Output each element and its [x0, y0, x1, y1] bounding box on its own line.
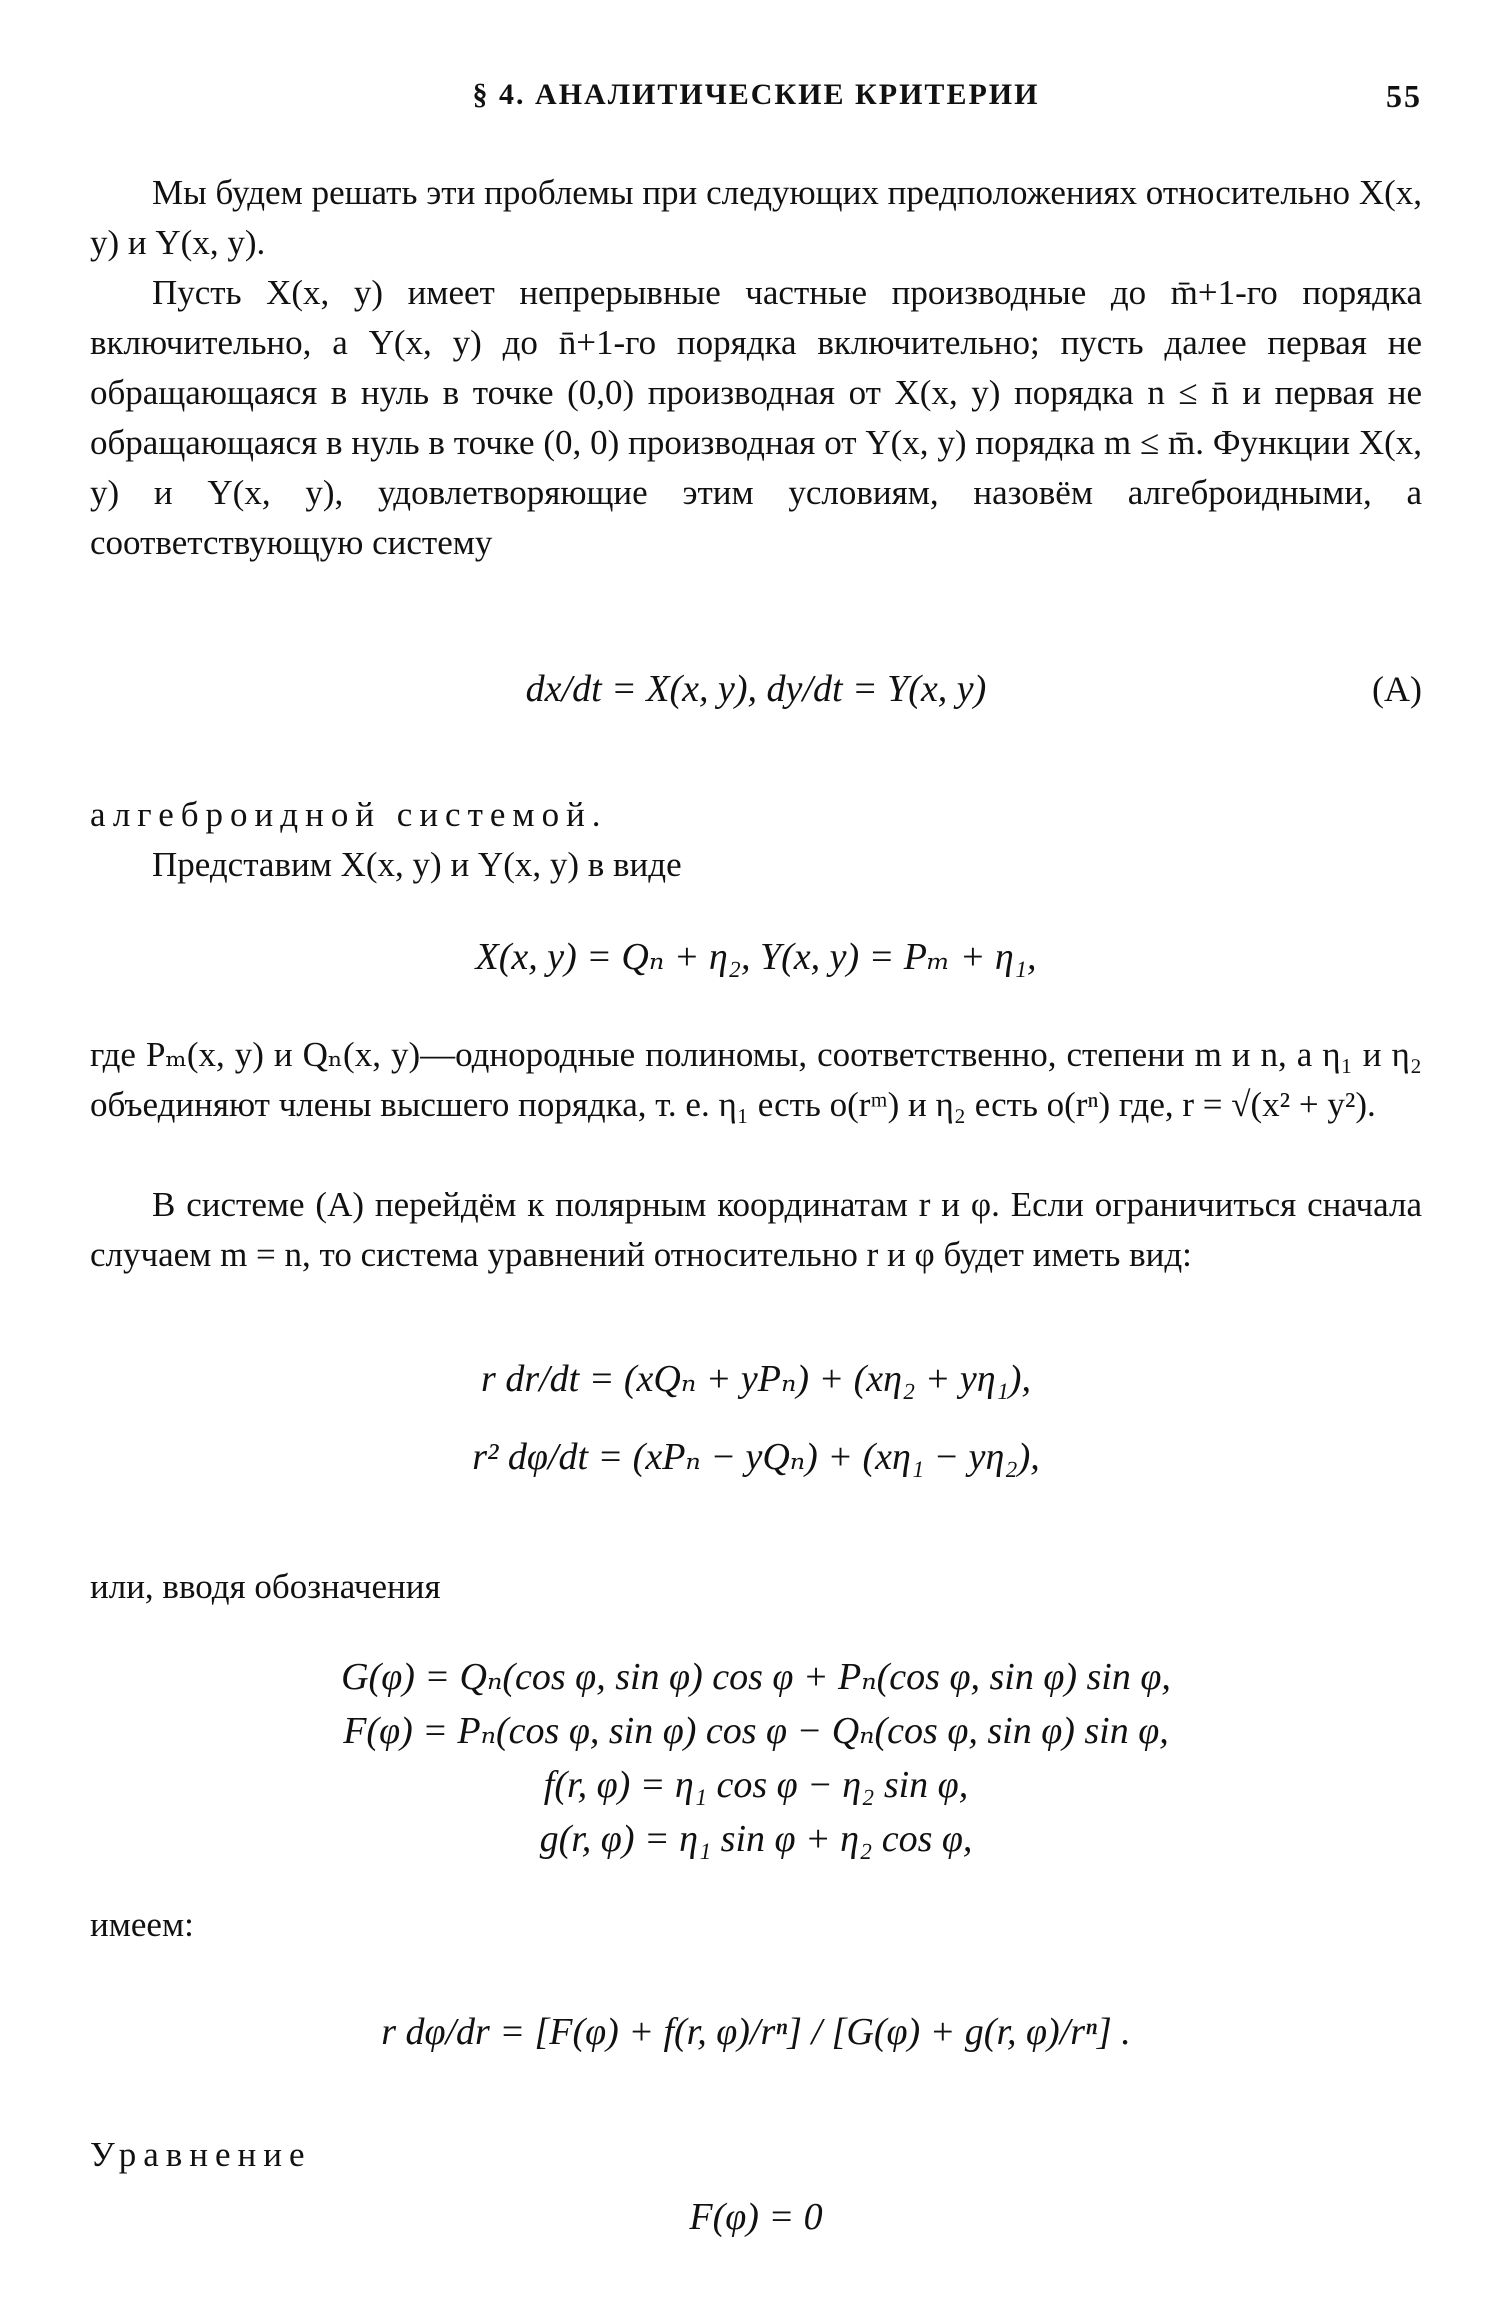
paragraph-we-have: имеем: [90, 1905, 194, 1944]
paragraph-polynomials: где Pₘ(x, y) и Qₙ(x, y)—однородные полиномы, соответственно, степени m и n, а η₁ и η₂ объединяют члены высшего порядка, т. е. η₁ есть o(rᵐ) и η₂ есть o(rⁿ) где, r = √(x² + y²). [90, 1035, 1422, 1124]
equation-final-body: F(φ) = 0 [689, 2196, 823, 2238]
equation-system-a [90, 662, 1422, 716]
equation-result-body: r dφ/dr = [F(φ) + f(r, φ)/rⁿ] / [G(φ) + g(r, φ)/rⁿ] . [381, 2011, 1131, 2053]
equation-polar-system [90, 1352, 1422, 1484]
equation-representation-body: X(x, y) = Qₙ + η₂, Y(x, y) = Pₘ + η₁, [475, 936, 1037, 978]
equation-def-f: F(φ) = Pₙ(cos φ, sin φ) cos φ − Qₙ(cos φ, sin φ) sin φ, [343, 1710, 1169, 1752]
equation-result [90, 2005, 1422, 2059]
equation-polar-phi: r² dφ/dt = (xPₙ − yQₙ) + (xη₁ − yη₂), [472, 1436, 1040, 1478]
paragraph-represent: Представим X(x, y) и Y(x, y) в виде [152, 845, 682, 884]
equation-a-tag: (A) [1372, 669, 1422, 709]
equation-definitions [90, 1650, 1422, 1866]
section-title: § 4. АНАЛИТИЧЕСКИЕ КРИТЕРИИ [472, 78, 1040, 111]
equation-def-g: G(φ) = Qₙ(cos φ, sin φ) cos φ + Pₙ(cos φ, sin φ) sin φ, [341, 1656, 1171, 1698]
paragraph-algebroid-definition: Пусть X(x, y) имеет непрерывные частные производные до m̄+1-го порядка включительно, а Y(x, y) до n̄+1-го порядка включительно; пусть далее первая не обращающаяся в нуль в точке (0,0) производная от X(x, y) порядка n ≤ n̄ и первая не обращающаяся в нуль в точке (0, 0) производная от Y(x, y) порядка m ≤ m̄. Функции X(x, y) и Y(x, y), удовлетворяющие этим условиям, назовём алгеброидными, а соответствующую систему [90, 273, 1422, 562]
page-number: 55 [1386, 78, 1422, 114]
equation-polar-r: r dr/dt = (xQₙ + yPₙ) + (xη₂ + yη₁), [481, 1358, 1031, 1400]
paragraph-polar-transition: В системе (A) перейдём к полярным координатам r и φ. Если ограничиться сначала случаем m = n, то система уравнений относительно r и φ будет иметь вид: [90, 1185, 1422, 1274]
paragraph-equation-label: Уравнение [90, 2135, 312, 2174]
paragraph-assumptions: Мы будем решать эти проблемы при следующих предположениях относительно X(x, y) и Y(x, y). [90, 173, 1422, 262]
paragraph-notation: или, вводя обозначения [90, 1567, 441, 1606]
paragraph-algebroid-system: алгеброидной системой. [90, 795, 608, 834]
equation-def-small-g: g(r, φ) = η₁ sin φ + η₂ cos φ, [539, 1818, 973, 1860]
equation-final [90, 2190, 1422, 2244]
equation-def-small-f: f(r, φ) = η₁ cos φ − η₂ sin φ, [543, 1764, 969, 1806]
running-head [90, 78, 1422, 122]
equation-representation [90, 930, 1422, 984]
equation-a-body: dx/dt = X(x, y), dy/dt = Y(x, y) [525, 668, 987, 710]
